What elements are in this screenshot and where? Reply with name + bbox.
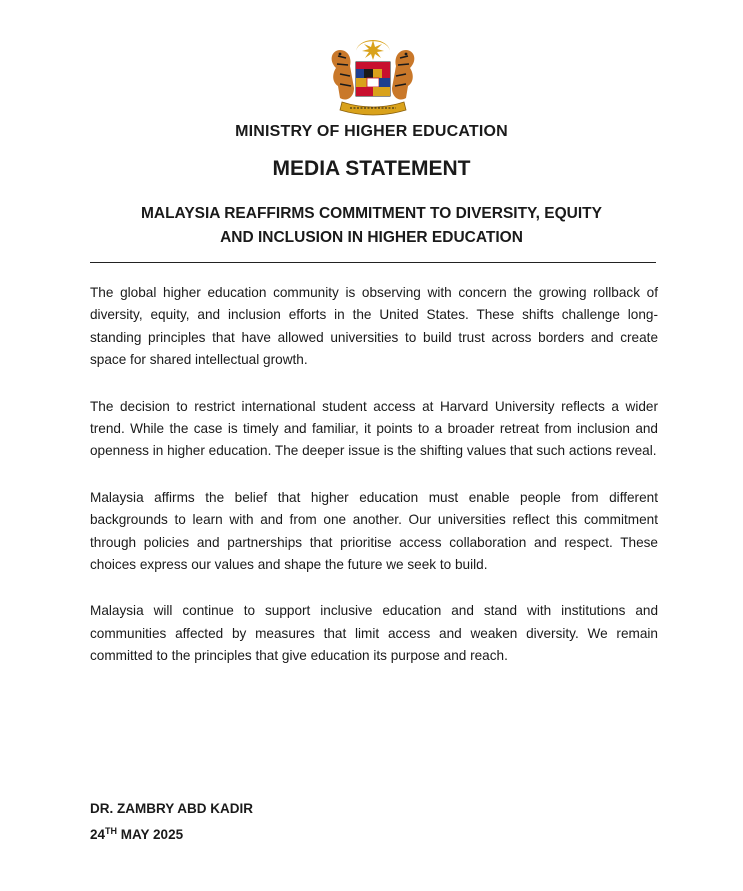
date-suffix: TH <box>105 826 118 836</box>
star-crescent-icon <box>356 40 390 60</box>
headline-line-1: MALAYSIA REAFFIRMS COMMITMENT TO DIVERSITY, EQUITY <box>140 205 602 222</box>
coat-of-arms-icon <box>318 38 428 118</box>
paragraph: The decision to restrict international student access at Harvard University reflects a wider trend. While the case is timely and familiar, it points to a broader retreat from inclusion and openness in higher education. The deeper issue is the shifting values that such actions reveal. <box>90 398 658 459</box>
headline <box>90 202 653 250</box>
right-tiger-icon <box>392 50 414 100</box>
statement-body <box>90 282 658 692</box>
paragraph: Malaysia affirms the belief that higher education must enable people from different backgrounds to learn with and from one another. Our universities reflect this commitment through policies and partnerships that prioritise access collaboration and respect. These choices express our values and shape the future we seek to build. <box>90 489 658 573</box>
motto-scroll-icon <box>340 102 406 115</box>
date-month-year: MAY 2025 <box>117 827 184 842</box>
statement-type: MEDIA STATEMENT <box>272 157 471 180</box>
statement-date <box>90 820 253 846</box>
shield-icon <box>356 62 390 96</box>
paragraph: Malaysia will continue to support inclusive education and stand with institutions and communities affected by measures that limit access and weaken diversity. We remain committed to the principles that give education its purpose and reach. <box>90 603 658 664</box>
ministry-name: MINISTRY OF HIGHER EDUCATION <box>235 123 508 140</box>
headline-line-2: AND INCLUSION IN HIGHER EDUCATION <box>220 229 523 246</box>
signature-block <box>90 798 253 846</box>
left-tiger-icon <box>332 50 354 100</box>
divider <box>90 262 656 263</box>
signatory-name: DR. ZAMBRY ABD KADIR <box>90 801 253 816</box>
paragraph: The global higher education community is observing with concern the growing rollback of diversity, equity, and inclusion efforts in the United States. These shifts challenge long-standing principles that have allowed universities to build trust across borders and create space for shared intellectual growth. <box>90 285 658 368</box>
date-day: 24 <box>90 827 106 842</box>
